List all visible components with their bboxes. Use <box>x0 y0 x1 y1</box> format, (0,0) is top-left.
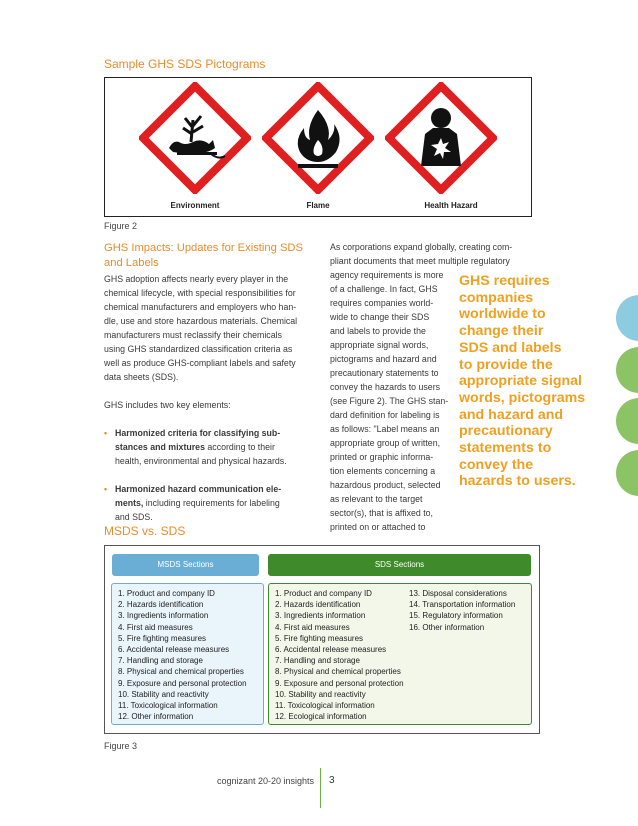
paragraph-line: wide to change their SDS <box>330 312 430 322</box>
footer-text: cognizant 20-20 insights <box>216 776 314 786</box>
page-number: 3 <box>329 775 335 786</box>
pull-quote-line: precautionary <box>459 423 553 440</box>
section-heading <box>104 241 303 271</box>
paragraph-line: dle, use and store hazardous materials. Chemical <box>104 316 298 326</box>
environment-pictogram-icon <box>139 82 251 194</box>
environment-label: Environment <box>170 201 220 210</box>
decorative-dot <box>616 398 638 444</box>
list-item: 8. Physical and chemical properties <box>275 667 401 677</box>
pull-quote-line: hazards to users. <box>459 473 576 490</box>
left-column-text <box>104 272 310 524</box>
pull-quote-line: companies <box>459 289 534 306</box>
bullet-bold: Harmonized criteria for classifying sub- <box>115 428 281 438</box>
bullet-bold: Harmonized hazard communication ele- <box>115 484 282 494</box>
list-item: 13. Disposal considerations <box>409 589 507 598</box>
paragraph-line: agency requirements is more <box>330 270 444 280</box>
list-item: 5. Fire fighting measures <box>118 633 207 643</box>
footer-divider <box>320 768 321 808</box>
paragraph-line: dard definition for labeling is <box>330 410 440 420</box>
pull-quote-line: worldwide to <box>459 306 546 323</box>
paragraph-line: using GHS standardized classification criteria as <box>104 344 293 354</box>
paragraph-line: hazardous product, selected <box>330 480 441 490</box>
right-column-intro <box>330 240 540 268</box>
list-item: 4. First aid measures <box>118 622 193 632</box>
paragraph-line: requires companies world- <box>330 298 434 308</box>
msds-sds-comparison-panel <box>104 545 540 734</box>
paragraph-line: manufacturers must reclassify their chemicals <box>104 330 282 340</box>
list-item: 16. Other information <box>409 622 485 632</box>
paragraph-line: sector(s), that is affixed to, <box>330 508 433 518</box>
paragraph-line: pictograms and hazard and <box>330 354 437 364</box>
bullet-item <box>104 482 310 524</box>
bullet-text: health, environmental and physical hazards. <box>115 456 287 466</box>
paragraph-line: well as produce GHS-compliant labels and safety <box>104 358 296 368</box>
paragraph-line: pliant documents that meet multiple regulatory <box>330 256 510 266</box>
paragraph-line: GHS adoption affects nearly every player in the <box>104 274 289 284</box>
paragraph-line: appropriate group of written, <box>330 438 441 448</box>
list-item: 6. Accidental release measures <box>275 645 387 655</box>
pictograms-title: Sample GHS SDS Pictograms <box>104 57 266 71</box>
figure-2-caption: Figure 2 <box>104 221 138 231</box>
list-item: 12. Other information <box>118 712 194 722</box>
bullet-icon: • <box>104 484 108 494</box>
list-item: 5. Fire fighting measures <box>275 633 364 643</box>
pull-quote-line: statements to <box>459 440 552 457</box>
list-item: 7. Handling and storage <box>118 656 203 666</box>
right-column-text <box>330 268 455 534</box>
pull-quote-line: words, pictograms <box>459 389 586 406</box>
bullet-text: according to their <box>204 442 275 452</box>
paragraph-line: of a challenge. In fact, GHS <box>330 284 438 294</box>
bullet-bold: stances and mixtures <box>115 442 205 452</box>
bullet-text: including requirements for labeling <box>143 498 280 508</box>
pull-quote-line: appropriate signal <box>459 373 582 390</box>
list-item: 2. Hazards identification <box>118 600 204 610</box>
paragraph-line: As corporations expand globally, creating com- <box>330 242 513 252</box>
paragraph-line: printed on or attached to <box>330 522 426 532</box>
list-item: 12. Ecological information <box>275 712 367 722</box>
decorative-dot <box>616 450 638 496</box>
paragraph-line: and labels to provide the <box>330 326 426 336</box>
paragraph-line: precautionary statements to <box>330 368 439 378</box>
pull-quote-line: and hazard and <box>459 406 564 423</box>
flame-label: Flame <box>306 201 330 210</box>
list-item: 4. First aid measures <box>275 622 350 632</box>
section-heading-line: GHS Impacts: Updates for Existing SDS <box>104 242 303 254</box>
decorative-dot <box>616 347 638 393</box>
msds-header: MSDS Sections <box>112 554 259 576</box>
msds-vs-sds-title: MSDS vs. SDS <box>104 524 186 538</box>
paragraph-line: appropriate signal words, <box>330 340 429 350</box>
decorative-dot <box>616 295 638 341</box>
sds-header: SDS Sections <box>268 554 531 576</box>
list-item: 11. Toxicological information <box>118 701 218 711</box>
list-item: 3. Ingredients information <box>118 611 209 621</box>
list-item: 7. Handling and storage <box>275 656 360 666</box>
bullet-bold: ments, <box>115 498 144 508</box>
sds-list-column-2 <box>409 588 515 633</box>
pull-quote <box>459 273 599 490</box>
bullet-text: and SDS. <box>115 512 153 522</box>
paragraph-line: chemical lifecycle, with special responsibilities for <box>104 288 296 298</box>
pull-quote-line: to provide the <box>459 356 553 373</box>
list-item: 2. Hazards identification <box>275 600 361 610</box>
list-item: 1. Product and company ID <box>118 589 215 598</box>
pull-quote-line: change their <box>459 323 544 340</box>
flame-pictogram-icon <box>262 82 374 194</box>
list-item: 1. Product and company ID <box>275 589 372 598</box>
section-heading-line: and Labels <box>104 257 159 269</box>
paragraph-line: (see Figure 2). The GHS stan- <box>330 396 449 406</box>
list-item: 10. Stability and reactivity <box>275 689 366 699</box>
paragraph-line: tion elements concerning a <box>330 466 436 476</box>
health-hazard-pictogram-icon <box>385 82 497 194</box>
list-item: 9. Exposure and personal protection <box>275 678 404 688</box>
pictogram-panel <box>104 77 532 217</box>
msds-list <box>111 583 264 725</box>
health-hazard-label: Health Hazard <box>424 201 478 210</box>
sds-list <box>268 583 532 725</box>
paragraph-line: printed or graphic informa- <box>330 452 434 462</box>
list-item: 3. Ingredients information <box>275 611 366 621</box>
figure-3-caption: Figure 3 <box>104 741 138 751</box>
list-item: 11. Toxicological information <box>275 701 375 711</box>
list-item: 8. Physical and chemical properties <box>118 667 244 677</box>
paragraph-line: chemical manufacturers and employers who han- <box>104 302 297 312</box>
paragraph-line: as relevant to the target <box>330 494 423 504</box>
list-item: 14. Transportation information <box>409 600 516 610</box>
list-item: 15. Regulatory information <box>409 611 503 621</box>
paragraph-line: data sheets (SDS). <box>104 372 179 382</box>
pull-quote-line: GHS requires <box>459 273 550 289</box>
list-item: 9. Exposure and personal protection <box>118 678 247 688</box>
paragraph-line: convey the hazards to users <box>330 382 441 392</box>
list-item: 10. Stability and reactivity <box>118 689 209 699</box>
list-item: 6. Accidental release measures <box>118 645 230 655</box>
bullet-icon: • <box>104 428 108 438</box>
pull-quote-line: SDS and labels <box>459 339 562 356</box>
sds-list-column-1 <box>275 588 404 722</box>
paragraph-line: as follows: "Label means an <box>330 424 440 434</box>
pull-quote-line: convey the <box>459 456 534 473</box>
paragraph-line: GHS includes two key elements: <box>104 400 231 410</box>
bullet-item <box>104 426 310 468</box>
